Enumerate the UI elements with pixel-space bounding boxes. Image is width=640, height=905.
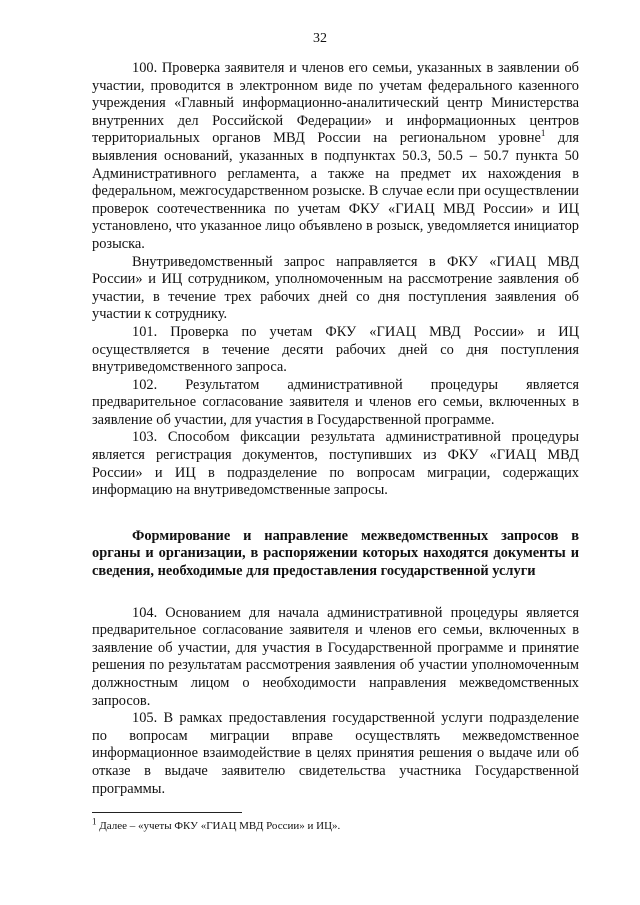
paragraph-102: 102. Результатом административной процедуры является предварительное согласование заявителя и членов его семьи, включенных в заявление об участии, для участия в Государственной программе. xyxy=(92,376,579,428)
paragraph-interdepartmental-request: Внутриведомственный запрос направляется в ФКУ «ГИАЦ МВД России» и ИЦ сотрудником, уполномоченным на рассмотрение заявления об участии, в течение трех рабочих дней со дня поступления заявления об участии к сотруднику. xyxy=(92,253,579,323)
footnote-text: Далее – «учеты ФКУ «ГИАЦ МВД России» и ИЦ». xyxy=(99,820,341,832)
document-body xyxy=(92,60,579,798)
paragraph-101: 101. Проверка по учетам ФКУ «ГИАЦ МВД России» и ИЦ осуществляется в течение десяти рабочих дней со дня поступления внутриведомственного запроса. xyxy=(92,323,579,376)
footnote-number: 1 xyxy=(92,816,97,827)
paragraph-103: 103. Способом фиксации результата административной процедуры является регистрация документов, поступивших из ФКУ «ГИАЦ МВД России» и ИЦ в подразделение по вопросам миграции, содержащих информацию на внутриведомственные запросы. xyxy=(92,429,579,499)
section-heading: Формирование и направление межведомственных запросов в органы и организации, в распоряжении которых находятся документы и сведения, необходимые для предоставления государственной услуги xyxy=(92,527,579,580)
footnote-divider xyxy=(92,812,242,813)
paragraph-100: 100. Проверка заявителя и членов его семьи, указанных в заявлении об участии, проводится в электронном виде по учетам федерального казенного учреждения «Главный информационно-аналитический центр Министерства внутренних дел Российской Федерации» и информационных центров территориальных органов МВД России на региональном уровне$^1$ для выявления оснований, указанных в подпунктах 50.3, 50.5 – 50.7 пункта 50 Административного регламента, а также на предмет их нахождения в федеральном, межгосударственном розыске. В случае если при осуществлении проверок соотечественника по учетам ФКУ «ГИАЦ МВД России» и ИЦ установлено, что указанное лицо объявлено в розыск, уведомляется инициатор розыска. xyxy=(92,60,579,252)
paragraph-104: 104. Основанием для начала административной процедуры является предварительное согласование заявителя и членов его семьи, включенных в заявление об участии, для участия в Государственной программе и принятие решения по результатам рассмотрения заявления об участии уполномоченным должностным лицом о необходимости направления межведомственных запросов. xyxy=(92,604,579,709)
paragraph-105: 105. В рамках предоставления государственной услуги подразделение по вопросам миграции вправе осуществлять межведомственное информационное взаимодействие в целях принятия решения о выдаче или об отказе в выдаче заявителю свидетельства участника Государственной программы. xyxy=(92,710,579,797)
footnote-marker: 1 xyxy=(540,128,546,139)
page-number: 32 xyxy=(313,31,327,46)
footnote xyxy=(92,816,579,833)
